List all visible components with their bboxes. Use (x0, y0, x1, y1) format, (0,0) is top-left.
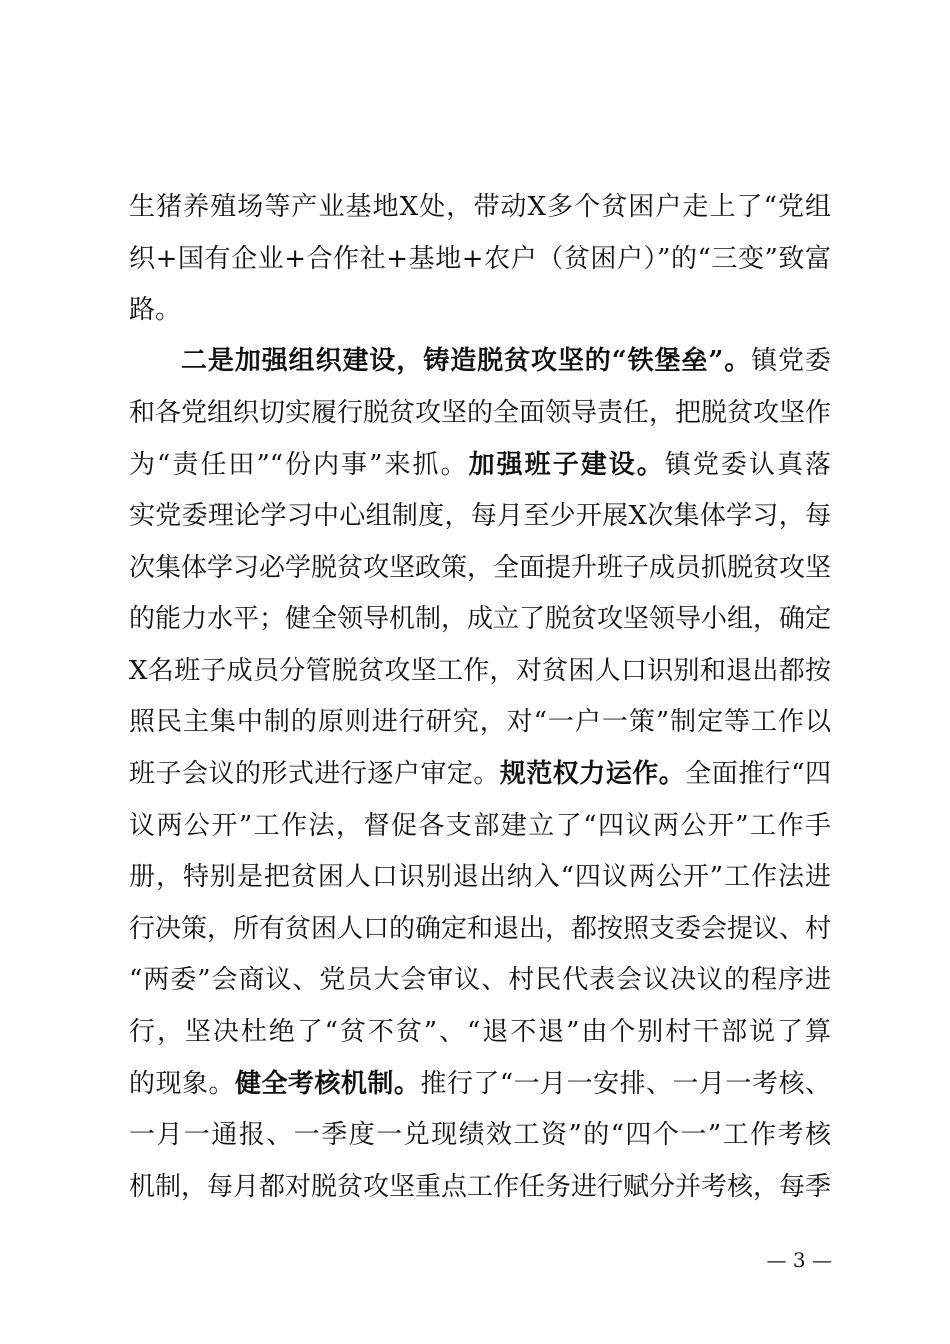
body-text: 镇党委认真落 (664, 450, 831, 480)
body-text: 次集体学习必学脱贫攻坚政策，全面提升班子成员抓脱贫攻坚 (129, 553, 832, 583)
body-text: 行决策，所有贫困人口的确定和退出，都按照支委会提议、村 (129, 914, 832, 944)
bold-heading-text: 加强班子建设。 (468, 450, 665, 480)
text-line (129, 909, 831, 949)
bold-heading-text: 二是加强组织建设，铸造脱贫攻坚的“铁堡垒”。 (181, 346, 752, 376)
body-text: 织+国有企业+合作社+基地+农户（贫困户）”的“三变”致富 (129, 244, 831, 274)
body-text: 为“责任田”“份内事”来抓。 (129, 450, 469, 480)
body-text: 生猪养殖场等产业基地X处，带动X多个贫困户走上了“党组 (129, 192, 831, 222)
body-text: 机制，每月都对脱贫攻坚重点工作任务进行赋分并考核，每季 (129, 1172, 832, 1202)
text-line (129, 445, 831, 485)
body-text: 镇党委 (751, 346, 831, 376)
body-text: 和各党组织切实履行脱贫攻坚的全面领导责任，把脱贫攻坚作 (129, 398, 832, 428)
text-line (181, 341, 831, 381)
body-text: 班子会议的形式进行逐户审定。 (129, 759, 500, 789)
body-text: 推行了“一月一安排、一月一考核、 (420, 1069, 831, 1099)
text-line (129, 702, 831, 742)
body-text: 全面推行“四 (685, 759, 831, 789)
text-line (129, 1064, 831, 1104)
body-text: 的现象。 (129, 1069, 235, 1099)
text-line (129, 960, 831, 1000)
body-text: 实党委理论学习中心组制度，每月至少开展X次集体学习，每 (129, 501, 831, 531)
text-line (129, 393, 831, 433)
text-line (129, 651, 831, 691)
body-text: 行，坚决杜绝了“贫不贫”、“退不退”由个别村干部说了算 (129, 1017, 831, 1047)
text-line (129, 857, 831, 897)
text-line (129, 754, 831, 794)
body-text: “两委”会商议、党员大会审议、村民代表会议决议的程序进 (129, 965, 831, 995)
text-line (129, 1167, 831, 1207)
text-line (129, 290, 831, 330)
body-text: X名班子成员分管脱贫攻坚工作，对贫困人口识别和退出都按 (129, 656, 831, 686)
text-line (129, 1012, 831, 1052)
text-line (129, 187, 831, 227)
text-line (129, 599, 831, 639)
body-text: 路。 (129, 295, 182, 325)
text-line (129, 806, 831, 846)
text-line (129, 239, 831, 279)
text-line (129, 496, 831, 536)
bold-heading-text: 健全考核机制。 (234, 1069, 421, 1099)
body-text: 的能力水平；健全领导机制，成立了脱贫攻坚领导小组，确定 (129, 604, 832, 634)
bold-heading-text: 规范权力运作。 (499, 759, 686, 789)
body-text: 册，特别是把贫困人口识别退出纳入“四议两公开”工作法进 (129, 862, 831, 892)
body-text: 议两公开”工作法，督促各支部建立了“四议两公开”工作手 (129, 811, 831, 841)
body-text: 照民主集中制的原则进行研究，对“一户一策”制定等工作以 (129, 707, 831, 737)
text-line (129, 1115, 831, 1155)
page-number: — 3 — (766, 1248, 832, 1272)
text-line (129, 548, 831, 588)
body-text: 一月一通报、一季度一兑现绩效工资”的“四个一”工作考核 (129, 1120, 831, 1150)
